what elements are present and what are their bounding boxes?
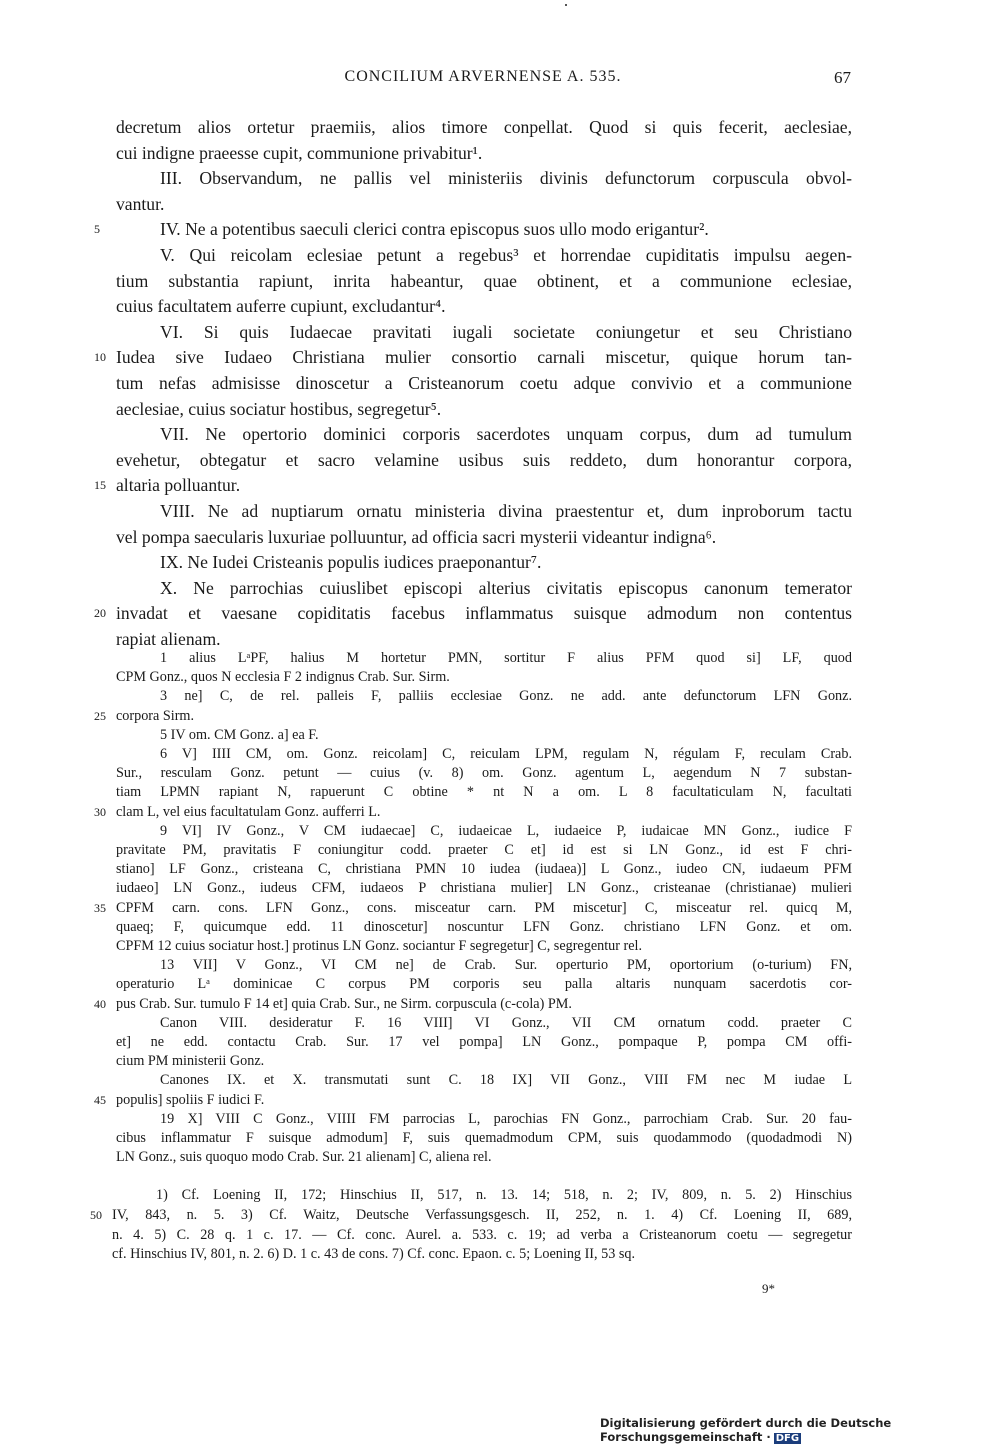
- line-text: VII. Ne opertorio dominici corporis sacerdotes unquam corpus, dum ad tumulum: [160, 424, 852, 445]
- text-line: [112, 1245, 852, 1265]
- paragraph: [116, 550, 852, 576]
- line-text: 3 ne] C, de rel. palleis F, palliis ecclesiae Gonz. ne add. ante defunctorum LFN Gonz.: [160, 688, 852, 705]
- text-line: [94, 995, 852, 1014]
- line-text: invadat et vaesane copiditatis facebus inflammatus suisque admodum non contentus: [116, 603, 852, 624]
- line-text: IX. Ne Iudei Cristeanis populis iudices praeponantur⁷.: [160, 552, 542, 573]
- line-text: 5 IV om. CM Gonz. a] ea F.: [160, 726, 319, 743]
- line-text: altaria polluantur.: [116, 475, 241, 496]
- text-line: [116, 1071, 852, 1090]
- text-line: [116, 918, 852, 937]
- line-text: tum nefas admisisse dinoscetur a Cristeanorum coetu adque convivio et a communione: [116, 372, 852, 393]
- text-line: [116, 745, 852, 764]
- line-text: Sur., resculam Gonz. petunt — cuius (v. 8) om. Gonz. agentum L, aegendum N 7 substan-: [116, 765, 852, 782]
- line-number: 25: [94, 708, 106, 723]
- line-text: IV, 843, n. 5. 3) Cf. Waitz, Deutsche Verfassungsgesch. II, 252, n. 1. 4) Cf. Loening II, 689,: [112, 1206, 852, 1223]
- text-line: [112, 1226, 852, 1246]
- text-line: [116, 879, 852, 898]
- line-text: cibus inflammatur F suisque admodum] F, suis quemadmodum CPM, suis quodammodo (quodadmodi N): [116, 1130, 852, 1147]
- text-line: [116, 956, 852, 975]
- line-text: et] ne edd. contactu Crab. Sur. 17 vel pompa] LN Gonz., pompaque P, pompa CM offi-: [116, 1034, 852, 1051]
- text-line: [116, 668, 852, 687]
- line-text: III. Observandum, ne pallis vel ministeriis divinis defunctorum corpuscula obvol-: [160, 168, 852, 189]
- line-text: cf. Hinschius IV, 801, n. 2. 6) D. 1 c. 43 de cons. 7) Cf. conc. Epaon. c. 5; Loening II, 53 sq.: [112, 1246, 636, 1263]
- text-line: [116, 115, 852, 141]
- page-header: [115, 68, 851, 92]
- text-line: [116, 243, 852, 269]
- line-text: tium substantia rapiunt, inrita habeantur, quae obtinent, et a communione eclesiae,: [116, 270, 852, 291]
- footnotes: [90, 1186, 852, 1265]
- text-line: [116, 1148, 852, 1167]
- line-number: 20: [94, 606, 106, 621]
- text-line: [116, 726, 852, 745]
- text-line: [116, 649, 852, 668]
- line-number: 5: [94, 222, 100, 237]
- text-line: [116, 397, 852, 423]
- line-text: clam L, vel eius facultatulam Gonz. aufferri L.: [116, 803, 381, 820]
- paragraph: [94, 576, 852, 653]
- text-line: [116, 448, 852, 474]
- line-text: LN Gonz., suis quoquo modo Crab. Sur. 21 alienam] C, aliena rel.: [116, 1149, 492, 1166]
- line-text: CPM Gonz., quos N ecclesia F 2 indignus Crab. Sur. Sirm.: [116, 669, 450, 686]
- dfg-logo: DFG: [775, 1433, 800, 1444]
- paragraph: [94, 320, 852, 422]
- line-text: Canon VIII. desideratur F. 16 VIII] VI Gonz., VII CM ornatum codd. praeter C: [160, 1014, 852, 1031]
- text-line: [94, 217, 852, 243]
- text-line: [116, 166, 852, 192]
- text-line: [116, 192, 852, 218]
- text-line: [116, 1033, 852, 1052]
- text-line: [116, 1014, 852, 1033]
- line-text: cuius facultatem auferre cupiunt, excludantur⁴.: [116, 296, 446, 317]
- line-text: VI. Si quis Iudaecae pravitati iugali societate coniungetur et seu Christiano: [160, 321, 852, 342]
- line-text: 1) Cf. Loening II, 172; Hinschius II, 517, n. 13. 14; 518, n. 2; IV, 809, n. 5. 2) Hinschius: [156, 1187, 852, 1203]
- text-line: [94, 899, 852, 918]
- line-text: cium PM ministerii Gonz.: [116, 1053, 265, 1070]
- text-line: [116, 937, 852, 956]
- text-line: [116, 525, 852, 551]
- paragraph: [116, 499, 852, 550]
- text-line: [116, 764, 852, 783]
- line-text: 6 V] IIII CM, om. Gonz. reicolam] C, reiculam LPM, regulam N, régulam F, reculam Crab.: [160, 746, 852, 763]
- text-line: [112, 1186, 852, 1206]
- text-line: [116, 576, 852, 602]
- line-text: decretum alios ortetur praemiis, alios timore conpellat. Quod si quis fecerit, aeclesiae,: [116, 117, 852, 137]
- text-line: [116, 841, 852, 860]
- text-line: [94, 345, 852, 371]
- line-number: 40: [94, 996, 106, 1011]
- line-text: V. Qui reicolam eclesiae petunt a regebus³ et horrendae cupiditatis impulsu aegen-: [160, 244, 852, 265]
- text-line: [116, 141, 852, 167]
- text-line: [94, 803, 852, 822]
- line-text: evehetur, obtegatur et sacro velamine usibus suis reddeto, dum honorantur corpora,: [116, 449, 852, 470]
- line-text: populis] spoliis F iudici F.: [116, 1091, 265, 1108]
- line-text: IV. Ne a potentibus saeculi clerici contra episcopus suos ullo modo erigantur².: [160, 219, 709, 240]
- text-line: [116, 687, 852, 706]
- paragraph: [116, 243, 852, 320]
- text-line: [116, 1129, 852, 1148]
- text-line: [116, 822, 852, 841]
- text-line: [116, 550, 852, 576]
- line-text: 19 X] VIII C Gonz., VIIII FM parrocias L, parochias FN Gonz., parrochiam Crab. Sur. 20 fau-: [160, 1110, 852, 1127]
- line-text: 9 VI] IV Gonz., V CM iudaecae] C, iudaeicae L, iudaeice P, iudaicae MN Gonz., iudice F: [160, 822, 852, 839]
- line-text: vantur.: [116, 193, 165, 214]
- line-number: 50: [90, 1207, 102, 1222]
- line-text: n. 4. 5) C. 28 q. 1 c. 17. — Cf. conc. Aurel. a. 533. c. 19; ad verba a Cristeanorum coetu — segregetur: [112, 1226, 852, 1243]
- text-line: [116, 320, 852, 346]
- line-text: iudaeo] LN Gonz., iudeus CFM, iudaeos P christiana mulier] LN Gonz., cristeanae (christianae) mulieri: [116, 880, 852, 897]
- page-number: 67: [834, 68, 851, 87]
- text-line: [116, 975, 852, 994]
- paragraph: [116, 115, 852, 166]
- text-line: [116, 1110, 852, 1129]
- line-text: Canones IX. et X. transmutati sunt C. 18 IX] VII Gonz., VIII FM nec M iudae L: [160, 1072, 852, 1089]
- paragraph: [94, 217, 852, 243]
- text-line: [116, 269, 852, 295]
- line-text: CPFM 12 cuius sociatur host.] protinus LN Gonz. sociantur F segregetur] C, segregentur rel.: [116, 938, 643, 955]
- text-line: [94, 1091, 852, 1110]
- line-number: 30: [94, 804, 106, 819]
- text-line: [116, 499, 852, 525]
- signature-mark: 9*: [762, 1281, 775, 1296]
- line-text: VIII. Ne ad nuptiarum ornatu ministeria divina praestentur et, dum inproborum tactu: [160, 500, 852, 521]
- line-number: 15: [94, 478, 106, 493]
- line-text: CPFM carn. cons. LFN Gonz., cons. misceatur carn. PM miscetur] C, misceatur rel. quicq M,: [116, 899, 852, 916]
- line-text: Iudea sive Iudaeo Christiana mulier consortio carnali miscetur, quique horum tan-: [116, 347, 852, 368]
- line-text: pus Crab. Sur. tumulo F 14 et] quia Crab. Sur., ne Sirm. corpuscula (c-cola) PM.: [116, 995, 572, 1012]
- line-text: 13 VII] V Gonz., VI CM ne] de Crab. Sur. operturio PM, oportorium (o-turium) FN,: [160, 957, 852, 974]
- critical-apparatus: [94, 649, 852, 1167]
- line-text: tiam LPMN rapiant N, rapuerunt C obtine * nt N a om. L 8 facultaticulam N, facultati: [116, 784, 852, 801]
- line-number: 10: [94, 350, 106, 365]
- paragraph: [94, 422, 852, 499]
- text-line: [94, 473, 852, 499]
- line-text: X. Ne parrochias cuiuslibet episcopi alterius civitatis episcopus canonum temerator: [160, 577, 852, 598]
- line-text: vel pompa saecularis luxuriae polluuntur, ad officia sacri mysterii videantur indigna⁶.: [116, 526, 717, 547]
- text-line: [94, 601, 852, 627]
- text-line: [116, 1052, 852, 1071]
- text-line: [116, 294, 852, 320]
- scan-mark: [565, 4, 567, 6]
- line-text: quaeq; F, quicumque edd. 11 dinoscetur] noscuntur LFN Gonz. christiano LFN Gonz. et om.: [116, 918, 852, 935]
- text-line: [94, 707, 852, 726]
- line-text: stiano] LF Gonz., cristeana C, christiana PMN 10 iudea (iudaea)] L Gonz., iudeo CN, iudaeum PFM: [116, 861, 852, 878]
- footer-credit: [600, 1416, 1000, 1444]
- text-line: [116, 860, 852, 879]
- footer-text: Digitalisierung gefördert durch die Deutsche Forschungsgemeinschaft ·: [600, 1416, 892, 1444]
- running-title: CONCILIUM ARVERNENSE A. 535.: [344, 68, 622, 85]
- text-line: [116, 783, 852, 802]
- line-number: 45: [94, 1092, 106, 1107]
- line-text: rapiat alienam.: [116, 628, 221, 649]
- main-text: [94, 115, 852, 652]
- line-number: 35: [94, 900, 106, 915]
- line-text: 1 alius LᵃPF, halius M hortetur PMN, sortitur F alius PFM quod si] LF, quod: [160, 650, 852, 666]
- line-text: pravitate PM, pravitatis F coniungitur codd. praeter C et] id est si LN Gonz., id est F chri-: [116, 842, 852, 859]
- line-text: operaturio Lᵃ dominicae C corpus PM corporis seu palla altaris nunquam sacerdotis cor-: [116, 976, 852, 993]
- text-line: [116, 371, 852, 397]
- text-line: [90, 1206, 852, 1226]
- paragraph: [116, 166, 852, 217]
- line-text: corpora Sirm.: [116, 707, 195, 724]
- text-line: [116, 422, 852, 448]
- line-text: cui indigne praeesse cupit, communione privabitur¹.: [116, 142, 483, 163]
- line-text: aeclesiae, cuius sociatur hostibus, segregetur⁵.: [116, 398, 442, 419]
